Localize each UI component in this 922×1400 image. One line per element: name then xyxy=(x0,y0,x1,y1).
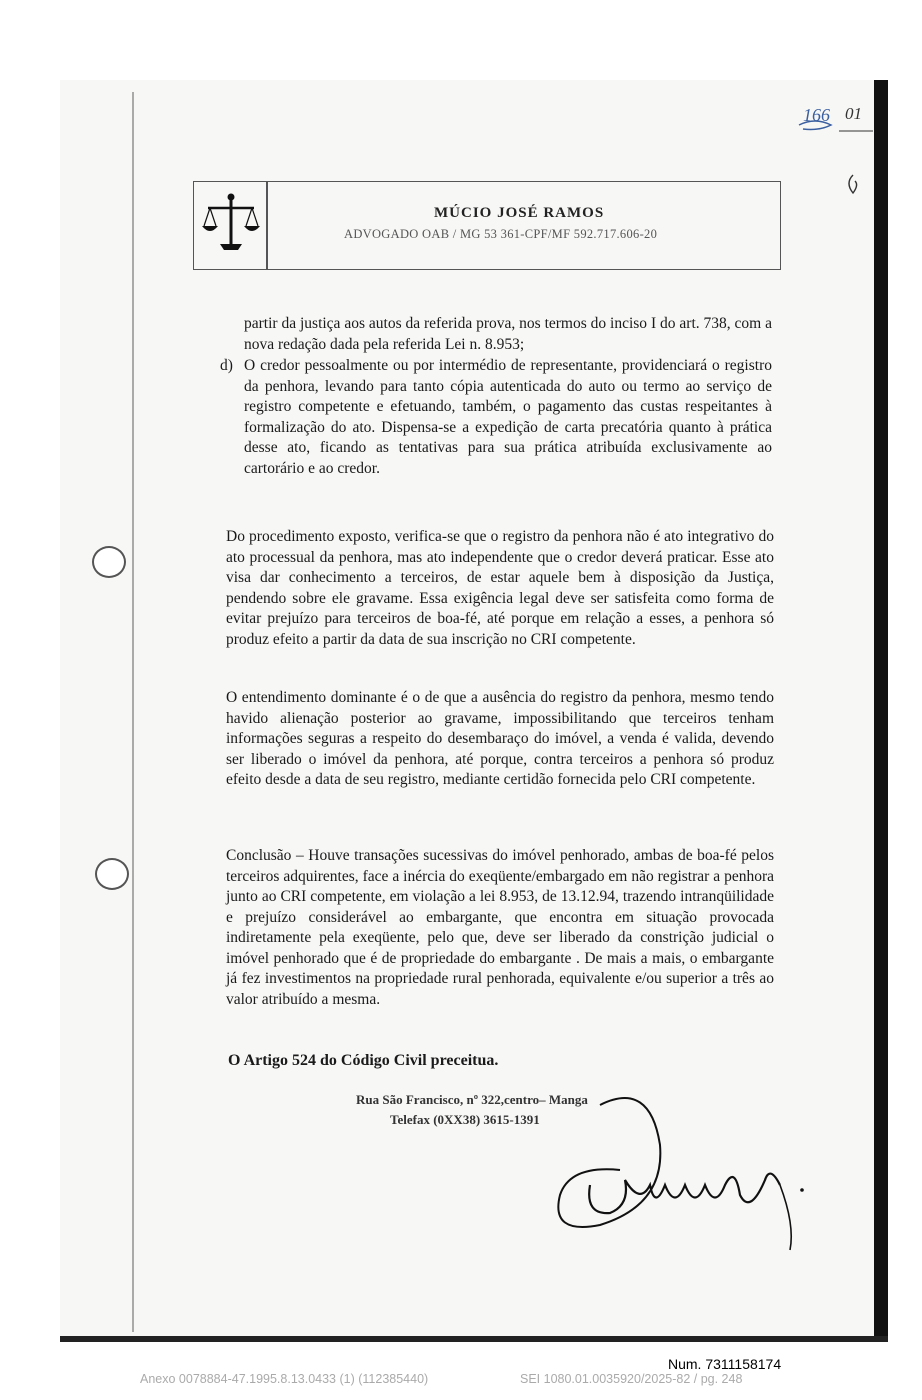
article-heading: O Artigo 524 do Código Civil preceitua. xyxy=(228,1052,499,1069)
continuation-paragraph: partir da justiça aos autos da referida prova, nos termos do inciso I do art. 738, com a nova redação dada pela referida Lei n. 8.953; xyxy=(244,315,772,353)
handwritten-signature xyxy=(540,1085,830,1275)
document-number: Num. 7311158174 xyxy=(668,1356,782,1372)
lawyer-registration: ADVOGADO OAB / MG 53 361-CPF/MF 592.717.606-20 xyxy=(344,227,658,241)
folio-number: 166 xyxy=(803,105,830,125)
folio-annotation xyxy=(795,95,875,215)
letterhead xyxy=(193,181,781,270)
sei-reference: SEI 1080.01.0035920/2025-82 / pg. 248 xyxy=(520,1372,743,1386)
punch-hole-top xyxy=(92,546,126,578)
footer-phone: Telefax (0XX38) 3615-1391 xyxy=(390,1112,540,1127)
scan-edge-right xyxy=(874,80,888,1342)
scan-edge-bottom xyxy=(60,1336,888,1342)
annex-reference: Anexo 0078884-47.1995.8.13.0433 (1) (112385440) xyxy=(140,1372,429,1386)
paragraph-understanding: O entendimento dominante é o de que a ausência do registro da penhora, mesmo tendo havido alienação posterior ao gravame, impossibilitando que terceiros tenham informações seguras a respeito do desembaraço do imóvel, a venda é valida, devendo ser liberado o imóvel da penhora, até porque, contra terceiros a penhora só produz efeito desde a data de seu registro, mediante certidão fornecida pelo CRI competente. xyxy=(226,689,774,788)
list-item-d xyxy=(220,356,772,479)
letterhead-divider xyxy=(266,182,268,269)
binding-fold-line xyxy=(132,92,134,1332)
list-marker: d) xyxy=(220,357,233,374)
footer-address: Rua São Francisco, nº 322,centro– Manga xyxy=(356,1092,588,1107)
paragraph-procedure: Do procedimento exposto, verifica-se que o registro da penhora não é ato integrativo do ato processual da penhora, mas ato independente que o credor deverá praticar. Esse ato visa dar conhecimento a terceiros, de estar aquele bem à disposição da Justiça, pendendo sobre ele gravame. Essa exigência legal deve ser satisfeita como forma de evitar prejuízo para terceiros de boa-fé, até porque em relação a esses, a penhora só produz efeito a partir da data de sua inscrição no CRI competente. xyxy=(226,528,774,648)
punch-hole-bottom xyxy=(95,858,129,890)
paragraph-conclusion: Conclusão – Houve transações sucessivas do imóvel penhorado, ambas de boa-fé pelos terceiros adquirentes, face a inércia do exeqüente/embargado em não registrar a penhora junto ao CRI competente, em violação a lei 8.953, de 13.12.94, trazendo intranqüilidade e prejuízo considerável ao embargante, que encontra em situação provocada indiretamente pela exeqüente, pelo que, deve ser liberado da constrição judicial o imóvel penhorado que é de propriedade do embargante . De mais a mais, o embargante já fez investimentos na propriedade rural penhorada, equivalente e/ou superior a três ao valor atribuído a mesma. xyxy=(226,847,774,1008)
list-item-text: O credor pessoalmente ou por intermédio de representante, providenciará o registro da penhora, levando para tanto cópia autenticada do auto ou termo ao serviço de registro competente e efetuando, também, o pagamento das custas respeitantes à formalização do ato. Dispensa-se a expedição de carta precatória quanto à prática desse ato, ficando as tentativas para sua prática atribuída exclusivamente ao cartorário e ao credor. xyxy=(244,357,772,477)
folio-mark: 01 xyxy=(845,104,862,123)
lawyer-name: MÚCIO JOSÉ RAMOS xyxy=(434,205,605,221)
scales-of-justice-icon xyxy=(200,188,262,262)
